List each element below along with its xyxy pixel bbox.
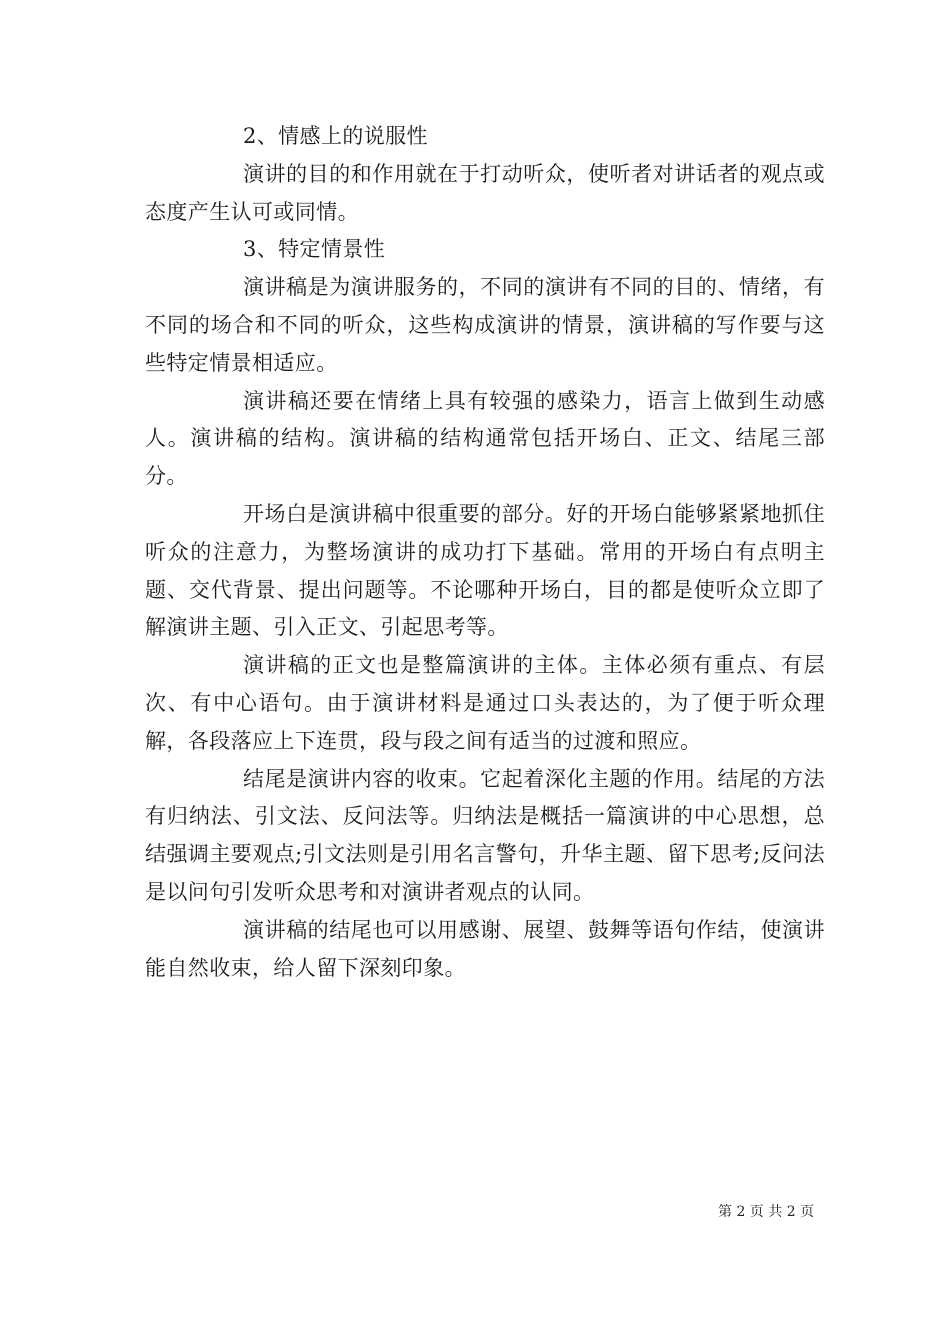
section-heading-specific-context: 3、特定情景性	[243, 237, 386, 262]
paragraph-context: 演讲稿是为演讲服务的，不同的演讲有不同的目的、情绪，有不同的场合和不同的听众，这些构成演讲的情景，演讲稿的写作要与这些特定情景相适应。	[145, 275, 825, 375]
page-number-footer: 第 2 页 共 2 页	[718, 1204, 815, 1220]
paragraph-purpose: 演讲的目的和作用就在于打动听众，使听者对讲话者的观点或态度产生认可或同情。	[145, 161, 825, 224]
paragraph-opening: 开场白是演讲稿中很重要的部分。好的开场白能够紧紧地抓住听众的注意力，为整场演讲的成功打下基础。常用的开场白有点明主题、交代背景、提出问题等。不论哪种开场白，目的都是使听众立即了解演讲主题、引入正文、引起思考等。	[145, 501, 825, 640]
document-body	[145, 118, 825, 987]
section-heading-emotional-persuasion: 2、情感上的说服性	[243, 124, 428, 148]
paragraph-structure: 演讲稿还要在情绪上具有较强的感染力，语言上做到生动感人。演讲稿的结构。演讲稿的结构通常包括开场白、正文、结尾三部分。	[145, 388, 825, 489]
paragraph-ending-alternatives: 演讲稿的结尾也可以用感谢、展望、鼓舞等语句作结，使演讲能自然收束，给人留下深刻印象。	[145, 917, 825, 980]
paragraph-body: 演讲稿的正文也是整篇演讲的主体。主体必须有重点、有层次、有中心语句。由于演讲材料是通过口头表达的，为了便于听众理解，各段落应上下连贯，段与段之间有适当的过渡和照应。	[145, 653, 825, 753]
paragraph-ending: 结尾是演讲内容的收束。它起着深化主题的作用。结尾的方法有归纳法、引文法、反问法等。归纳法是概括一篇演讲的中心思想，总结强调主要观点;引文法则是引用名言警句，升华主题、留下思考;反问法是以问句引发听众思考和对演讲者观点的认同。	[145, 766, 825, 904]
